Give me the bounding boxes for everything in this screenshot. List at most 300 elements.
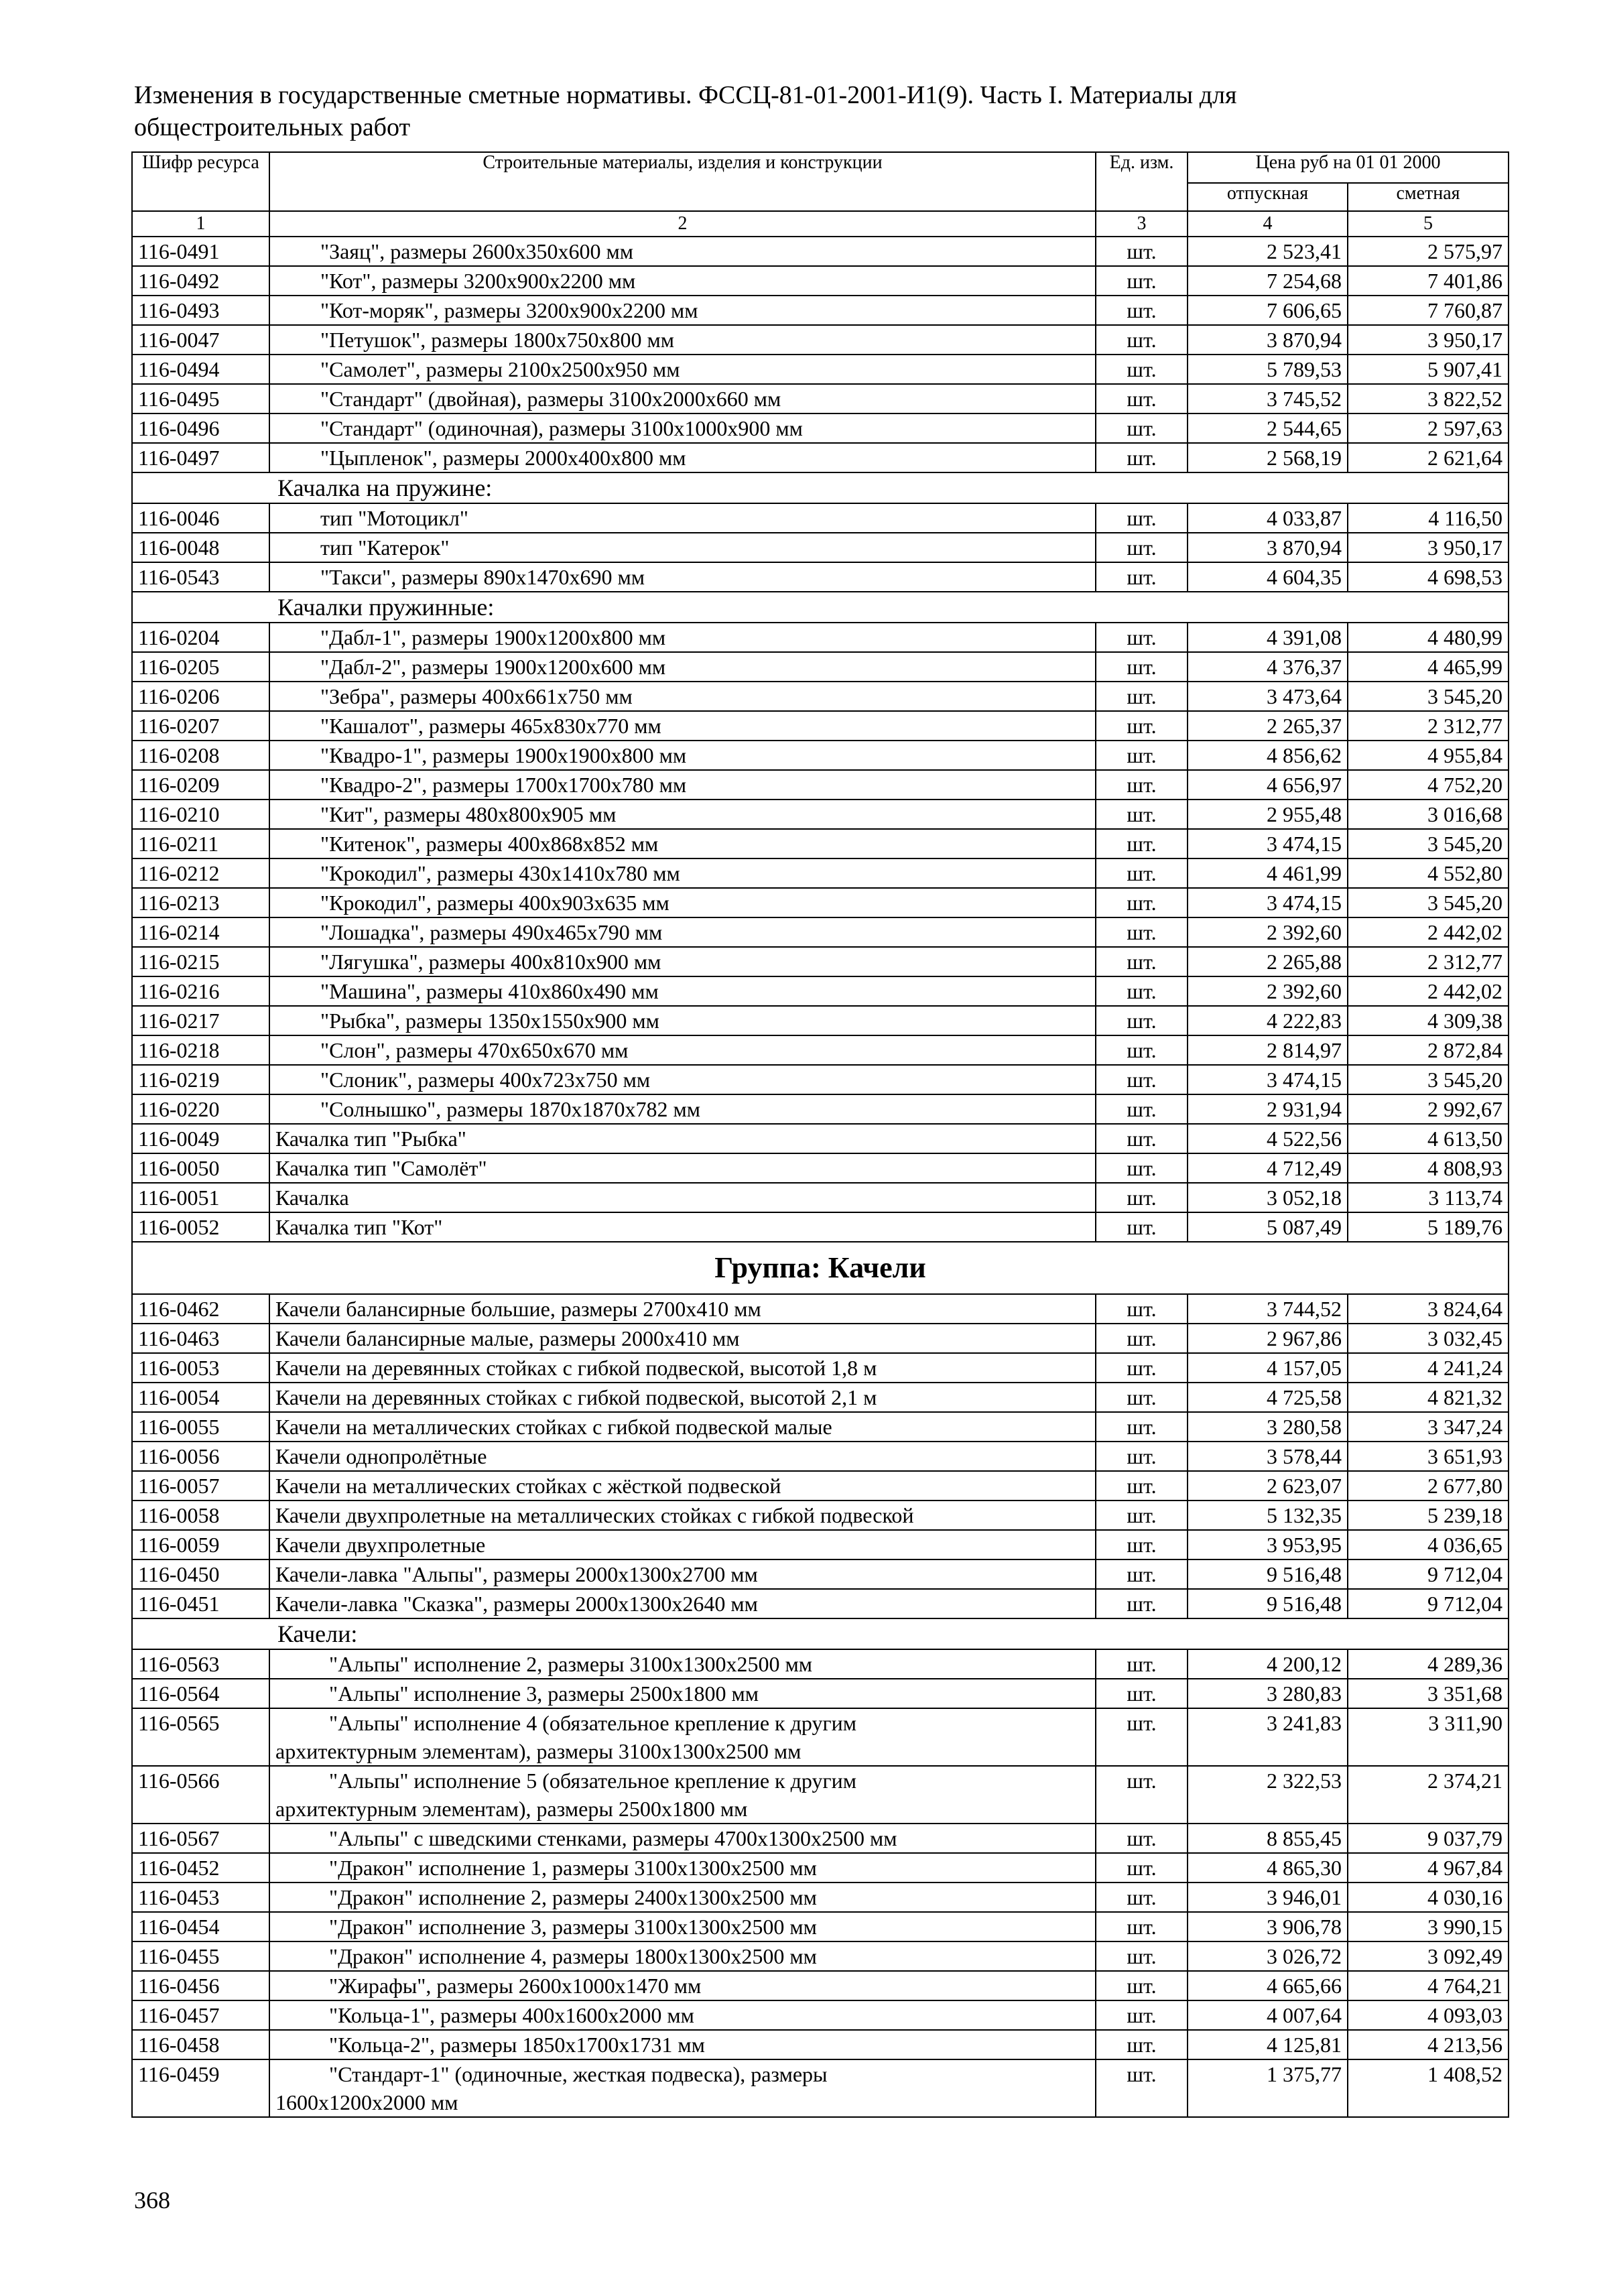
price-estimate: 3 347,24	[1348, 1412, 1509, 1442]
price-release: 2 955,48	[1188, 800, 1348, 829]
unit-of-measure: шт.	[1096, 1212, 1188, 1242]
price-estimate: 4 309,38	[1348, 1006, 1509, 1035]
material-name-text: "Кот", размеры 3200х900х2200 мм	[320, 269, 636, 293]
material-name	[269, 1941, 1096, 1971]
price-release: 4 656,97	[1188, 770, 1348, 800]
unit-of-measure: шт.	[1096, 1442, 1188, 1471]
resource-code: 116-0452	[132, 1853, 269, 1883]
unit-of-measure: шт.	[1096, 1853, 1188, 1883]
table-row	[132, 1471, 1509, 1501]
resource-code: 116-0491	[132, 237, 269, 266]
resource-code: 116-0051	[132, 1183, 269, 1212]
material-name-text: Качели на металлических стойках с гибкой подвеской малые	[275, 1415, 832, 1439]
resource-code: 116-0209	[132, 770, 269, 800]
resource-code: 116-0565	[132, 1708, 269, 1766]
table-row	[132, 1559, 1509, 1589]
resource-code: 116-0219	[132, 1065, 269, 1094]
price-estimate: 3 016,68	[1348, 800, 1509, 829]
price-release: 2 931,94	[1188, 1094, 1348, 1124]
price-estimate: 4 955,84	[1348, 741, 1509, 770]
price-release: 7 606,65	[1188, 296, 1348, 325]
material-name-text: "Лошадка", размеры 490х465х790 мм	[320, 920, 663, 944]
unit-of-measure: шт.	[1096, 1353, 1188, 1383]
unit-of-measure: шт.	[1096, 2059, 1188, 2117]
price-estimate: 5 907,41	[1348, 355, 1509, 384]
price-release: 5 087,49	[1188, 1212, 1348, 1242]
material-name	[269, 829, 1096, 858]
unit-of-measure: шт.	[1096, 384, 1188, 413]
material-name-text: "Квадро-1", размеры 1900х1900х800 мм	[320, 743, 687, 767]
subsection-row	[132, 1618, 1509, 1649]
material-name	[269, 1649, 1096, 1679]
header-price-estimate: сметная	[1348, 183, 1509, 211]
subsection-title: Качалки пружинные:	[132, 592, 1509, 623]
unit-of-measure: шт.	[1096, 1971, 1188, 2000]
resource-code: 116-0453	[132, 1883, 269, 1912]
table-row	[132, 976, 1509, 1006]
price-estimate: 2 442,02	[1348, 976, 1509, 1006]
table-row	[132, 1971, 1509, 2000]
header-unit: Ед. изм.	[1096, 152, 1188, 211]
resource-code: 116-0494	[132, 355, 269, 384]
material-name-continuation: архитектурным элементам), размеры 2500х1800 мм	[275, 1797, 748, 1821]
material-name-text: Качели балансирные малые, размеры 2000х410 мм	[275, 1326, 740, 1350]
unit-of-measure: шт.	[1096, 1383, 1188, 1412]
material-name-text: тип "Мотоцикл"	[320, 506, 468, 530]
price-estimate: 7 760,87	[1348, 296, 1509, 325]
resource-code: 116-0052	[132, 1212, 269, 1242]
unit-of-measure: шт.	[1096, 266, 1188, 296]
material-name	[269, 443, 1096, 472]
material-name	[269, 1559, 1096, 1589]
resource-code: 116-0212	[132, 858, 269, 888]
price-release: 3 241,83	[1188, 1708, 1348, 1766]
price-release: 9 516,48	[1188, 1559, 1348, 1589]
price-release: 7 254,68	[1188, 266, 1348, 296]
price-estimate: 3 950,17	[1348, 533, 1509, 562]
material-name-text: "Стандарт-1" (одиночные, жесткая подвеска), размеры	[329, 2062, 828, 2086]
price-estimate: 2 312,77	[1348, 711, 1509, 741]
material-name	[269, 562, 1096, 592]
material-name-continuation: 1600х1200х2000 мм	[275, 2090, 458, 2114]
material-name-text: "Рыбка", размеры 1350х1550х900 мм	[320, 1009, 659, 1033]
unit-of-measure: шт.	[1096, 1065, 1188, 1094]
document-title	[134, 79, 1515, 143]
unit-of-measure: шт.	[1096, 623, 1188, 652]
material-name-text: "Заяц", размеры 2600х350х600 мм	[320, 239, 634, 263]
document-title-line-1: Изменения в государственные сметные нормативы. ФССЦ-81-01-2001-И1(9). Часть I. Материалы для	[134, 81, 1237, 109]
price-estimate: 4 289,36	[1348, 1649, 1509, 1679]
material-name	[269, 1183, 1096, 1212]
material-name-text: "Дракон" исполнение 4, размеры 1800х1300х2500 мм	[329, 1944, 817, 1968]
price-release: 3 946,01	[1188, 1883, 1348, 1912]
resource-code: 116-0543	[132, 562, 269, 592]
price-estimate: 4 808,93	[1348, 1153, 1509, 1183]
material-name	[269, 533, 1096, 562]
price-estimate: 9 712,04	[1348, 1559, 1509, 1589]
resource-code: 116-0055	[132, 1412, 269, 1442]
table-row	[132, 1530, 1509, 1559]
material-name	[269, 1124, 1096, 1153]
resource-code: 116-0218	[132, 1035, 269, 1065]
table-row	[132, 1883, 1509, 1912]
unit-of-measure: шт.	[1096, 800, 1188, 829]
material-name	[269, 296, 1096, 325]
price-release: 2 322,53	[1188, 1766, 1348, 1824]
table-row	[132, 623, 1509, 652]
price-release: 2 392,60	[1188, 917, 1348, 947]
material-name-text: Качалка тип "Самолёт"	[275, 1156, 487, 1180]
resource-code: 116-0204	[132, 623, 269, 652]
material-name	[269, 1353, 1096, 1383]
price-estimate: 1 408,52	[1348, 2059, 1509, 2117]
price-estimate: 2 621,64	[1348, 443, 1509, 472]
page-number: 368	[134, 2187, 170, 2214]
material-name-text: "Крокодил", размеры 400х903х635 мм	[320, 891, 669, 915]
material-name-text: Качели на деревянных стойках с гибкой подвеской, высотой 2,1 м	[275, 1385, 877, 1409]
price-release: 2 392,60	[1188, 976, 1348, 1006]
resource-code: 116-0206	[132, 682, 269, 711]
resource-code: 116-0492	[132, 266, 269, 296]
unit-of-measure: шт.	[1096, 829, 1188, 858]
table-row	[132, 1324, 1509, 1353]
table-row	[132, 266, 1509, 296]
material-name	[269, 2059, 1096, 2117]
material-name	[269, 1971, 1096, 2000]
material-name	[269, 1153, 1096, 1183]
table-row	[132, 325, 1509, 355]
resource-code: 116-0210	[132, 800, 269, 829]
material-name	[269, 1530, 1096, 1559]
material-name	[269, 711, 1096, 741]
price-estimate: 2 442,02	[1348, 917, 1509, 947]
resource-code: 116-0495	[132, 384, 269, 413]
price-estimate: 2 374,21	[1348, 1766, 1509, 1824]
unit-of-measure: шт.	[1096, 1530, 1188, 1559]
price-release: 3 474,15	[1188, 1065, 1348, 1094]
table-row	[132, 1294, 1509, 1324]
material-name-text: "Крокодил", размеры 430х1410х780 мм	[320, 861, 680, 885]
resource-code: 116-0213	[132, 888, 269, 917]
header-code: Шифр ресурса	[132, 152, 269, 211]
price-estimate: 5 189,76	[1348, 1212, 1509, 1242]
table-row	[132, 296, 1509, 325]
material-name-text: "Дабл-2", размеры 1900х1200х600 мм	[320, 655, 666, 679]
unit-of-measure: шт.	[1096, 1006, 1188, 1035]
material-name-text: "Дракон" исполнение 2, размеры 2400х1300х2500 мм	[329, 1885, 817, 1909]
price-release: 3 870,94	[1188, 533, 1348, 562]
price-release: 2 544,65	[1188, 413, 1348, 443]
table-row	[132, 1183, 1509, 1212]
table-row	[132, 888, 1509, 917]
material-name	[269, 1679, 1096, 1708]
table-row	[132, 1035, 1509, 1065]
resource-code: 116-0215	[132, 947, 269, 976]
price-estimate: 4 613,50	[1348, 1124, 1509, 1153]
material-name-text: "Жирафы", размеры 2600х1000х1470 мм	[329, 1974, 702, 1998]
unit-of-measure: шт.	[1096, 976, 1188, 1006]
resource-code: 116-0462	[132, 1294, 269, 1324]
unit-of-measure: шт.	[1096, 1501, 1188, 1530]
price-estimate: 4 698,53	[1348, 562, 1509, 592]
material-name-text: "Кольца-2", размеры 1850х1700х1731 мм	[329, 2033, 705, 2057]
material-name-text: "Альпы" с шведскими стенками, размеры 4700х1300х2500 мм	[329, 1826, 897, 1850]
resource-code: 116-0496	[132, 413, 269, 443]
price-release: 4 665,66	[1188, 1971, 1348, 2000]
material-name	[269, 1501, 1096, 1530]
material-name-text: Качели-лавка "Альпы", размеры 2000х1300х2700 мм	[275, 1562, 758, 1586]
material-name	[269, 1589, 1096, 1618]
price-release: 4 725,58	[1188, 1383, 1348, 1412]
unit-of-measure: шт.	[1096, 1912, 1188, 1941]
price-estimate: 3 113,74	[1348, 1183, 1509, 1212]
material-name	[269, 1912, 1096, 1941]
material-name-continuation: архитектурным элементам), размеры 3100х1300х2500 мм	[275, 1739, 802, 1763]
unit-of-measure: шт.	[1096, 1183, 1188, 1212]
material-name-text: "Слон", размеры 470х650х670 мм	[320, 1038, 629, 1062]
material-name	[269, 1883, 1096, 1912]
material-name-text: "Цыпленок", размеры 2000х400х800 мм	[320, 446, 686, 470]
material-name-text: "Лягушка", размеры 400х810х900 мм	[320, 950, 661, 974]
material-name	[269, 1766, 1096, 1824]
price-release: 4 200,12	[1188, 1649, 1348, 1679]
resource-code: 116-0058	[132, 1501, 269, 1530]
table-row	[132, 800, 1509, 829]
unit-of-measure: шт.	[1096, 1324, 1188, 1353]
table-row	[132, 1824, 1509, 1853]
resource-code: 116-0207	[132, 711, 269, 741]
price-estimate: 3 545,20	[1348, 1065, 1509, 1094]
price-estimate: 3 311,90	[1348, 1708, 1509, 1766]
price-estimate: 4 213,56	[1348, 2030, 1509, 2059]
price-release: 8 855,45	[1188, 1824, 1348, 1853]
subsection-title: Качели:	[132, 1618, 1509, 1649]
material-name	[269, 741, 1096, 770]
material-name-text: "Зебра", размеры 400х661х750 мм	[320, 684, 633, 708]
price-estimate: 2 575,97	[1348, 237, 1509, 266]
price-release: 3 473,64	[1188, 682, 1348, 711]
table-row	[132, 1708, 1509, 1766]
resource-code: 116-0455	[132, 1941, 269, 1971]
price-estimate: 4 821,32	[1348, 1383, 1509, 1412]
unit-of-measure: шт.	[1096, 682, 1188, 711]
price-release: 9 516,48	[1188, 1589, 1348, 1618]
resource-code: 116-0050	[132, 1153, 269, 1183]
resource-code: 116-0497	[132, 443, 269, 472]
material-name	[269, 1212, 1096, 1242]
table-row	[132, 829, 1509, 858]
material-name	[269, 2000, 1096, 2030]
price-estimate: 3 824,64	[1348, 1294, 1509, 1324]
price-estimate: 3 950,17	[1348, 325, 1509, 355]
material-name	[269, 384, 1096, 413]
unit-of-measure: шт.	[1096, 1679, 1188, 1708]
price-estimate: 5 239,18	[1348, 1501, 1509, 1530]
material-name	[269, 976, 1096, 1006]
material-name-text: Качели на деревянных стойках с гибкой подвеской, высотой 1,8 м	[275, 1356, 877, 1380]
resource-code: 116-0046	[132, 503, 269, 533]
price-estimate: 3 545,20	[1348, 829, 1509, 858]
price-release: 3 745,52	[1188, 384, 1348, 413]
table-row	[132, 682, 1509, 711]
price-estimate: 4 241,24	[1348, 1353, 1509, 1383]
material-name-text: "Альпы" исполнение 3, размеры 2500х1800 мм	[329, 1681, 759, 1706]
resource-code: 116-0463	[132, 1324, 269, 1353]
table-row	[132, 1065, 1509, 1094]
price-release: 4 391,08	[1188, 623, 1348, 652]
material-name-text: "Кот-моряк", размеры 3200х900х2200 мм	[320, 298, 698, 322]
material-name-text: "Альпы" исполнение 5 (обязательное крепление к другим	[329, 1769, 856, 1793]
price-release: 2 265,88	[1188, 947, 1348, 976]
material-name-text: "Кашалот", размеры 465х830х770 мм	[320, 714, 661, 738]
material-name-text: "Альпы" исполнение 2, размеры 3100х1300х2500 мм	[329, 1652, 813, 1676]
price-release: 4 856,62	[1188, 741, 1348, 770]
price-release: 3 953,95	[1188, 1530, 1348, 1559]
price-estimate: 2 677,80	[1348, 1471, 1509, 1501]
unit-of-measure: шт.	[1096, 858, 1188, 888]
subsection-row	[132, 472, 1509, 503]
price-release: 3 578,44	[1188, 1442, 1348, 1471]
table-row	[132, 413, 1509, 443]
table-row	[132, 1153, 1509, 1183]
resource-code: 116-0450	[132, 1559, 269, 1589]
price-release: 2 623,07	[1188, 1471, 1348, 1501]
price-release: 1 375,77	[1188, 2059, 1348, 2117]
resource-code: 116-0211	[132, 829, 269, 858]
table-row	[132, 711, 1509, 741]
material-name-text: "Слоник", размеры 400х723х750 мм	[320, 1068, 651, 1092]
material-name	[269, 237, 1096, 266]
material-name	[269, 1294, 1096, 1324]
price-estimate: 3 351,68	[1348, 1679, 1509, 1708]
unit-of-measure: шт.	[1096, 1589, 1188, 1618]
unit-of-measure: шт.	[1096, 917, 1188, 947]
price-estimate: 3 545,20	[1348, 682, 1509, 711]
material-name-text: "Кольца-1", размеры 400х1600х2000 мм	[329, 2003, 694, 2027]
resource-code: 116-0458	[132, 2030, 269, 2059]
unit-of-measure: шт.	[1096, 533, 1188, 562]
unit-of-measure: шт.	[1096, 888, 1188, 917]
material-name-text: "Квадро-2", размеры 1700х1700х780 мм	[320, 773, 687, 797]
group-row	[132, 1242, 1509, 1294]
unit-of-measure: шт.	[1096, 1124, 1188, 1153]
price-release: 4 222,83	[1188, 1006, 1348, 1035]
unit-of-measure: шт.	[1096, 355, 1188, 384]
table-row	[132, 237, 1509, 266]
price-estimate: 2 597,63	[1348, 413, 1509, 443]
price-release: 4 604,35	[1188, 562, 1348, 592]
header-name: Строительные материалы, изделия и конструкции	[269, 152, 1096, 211]
table-row	[132, 741, 1509, 770]
resource-code: 116-0493	[132, 296, 269, 325]
resource-code: 116-0214	[132, 917, 269, 947]
resource-code: 116-0566	[132, 1766, 269, 1824]
table-row	[132, 2030, 1509, 2059]
resource-code: 116-0220	[132, 1094, 269, 1124]
table-row	[132, 1649, 1509, 1679]
material-name-text: "Дабл-1", размеры 1900х1200х800 мм	[320, 625, 666, 649]
material-name	[269, 1035, 1096, 1065]
price-release: 2 523,41	[1188, 237, 1348, 266]
price-release: 5 132,35	[1188, 1501, 1348, 1530]
material-name	[269, 1324, 1096, 1353]
table-row	[132, 1679, 1509, 1708]
table-row	[132, 384, 1509, 413]
material-name	[269, 1708, 1096, 1766]
resource-code: 116-0216	[132, 976, 269, 1006]
price-release: 2 265,37	[1188, 711, 1348, 741]
unit-of-measure: шт.	[1096, 711, 1188, 741]
price-release: 3 870,94	[1188, 325, 1348, 355]
resource-code: 116-0563	[132, 1649, 269, 1679]
material-name	[269, 1471, 1096, 1501]
table-row	[132, 355, 1509, 384]
resource-code: 116-0057	[132, 1471, 269, 1501]
price-release: 3 474,15	[1188, 888, 1348, 917]
unit-of-measure: шт.	[1096, 325, 1188, 355]
price-estimate: 4 036,65	[1348, 1530, 1509, 1559]
table-row	[132, 1124, 1509, 1153]
unit-of-measure: шт.	[1096, 296, 1188, 325]
column-number: 1	[132, 211, 269, 237]
table-body	[132, 237, 1509, 2117]
price-estimate: 4 764,21	[1348, 1971, 1509, 2000]
price-release: 4 522,56	[1188, 1124, 1348, 1153]
price-release: 2 814,97	[1188, 1035, 1348, 1065]
unit-of-measure: шт.	[1096, 652, 1188, 682]
table-row	[132, 1589, 1509, 1618]
material-name	[269, 1065, 1096, 1094]
material-name	[269, 917, 1096, 947]
price-estimate: 4 552,80	[1348, 858, 1509, 888]
column-number: 4	[1188, 211, 1348, 237]
table-row	[132, 2000, 1509, 2030]
material-name-text: Качалка тип "Рыбка"	[275, 1127, 466, 1151]
price-estimate: 4 480,99	[1348, 623, 1509, 652]
resource-code: 116-0217	[132, 1006, 269, 1035]
price-estimate: 4 030,16	[1348, 1883, 1509, 1912]
resource-code: 116-0049	[132, 1124, 269, 1153]
table-row	[132, 1383, 1509, 1412]
price-estimate: 4 116,50	[1348, 503, 1509, 533]
unit-of-measure: шт.	[1096, 1294, 1188, 1324]
unit-of-measure: шт.	[1096, 2030, 1188, 2059]
table-row	[132, 770, 1509, 800]
table-row	[132, 652, 1509, 682]
price-release: 3 474,15	[1188, 829, 1348, 858]
table-row	[132, 533, 1509, 562]
material-name-text: "Машина", размеры 410х860х490 мм	[320, 979, 659, 1003]
material-name-text: "Дракон" исполнение 1, размеры 3100х1300х2500 мм	[329, 1856, 817, 1880]
material-name-text: "Такси", размеры 890х1470х690 мм	[320, 565, 645, 589]
price-release: 2 967,86	[1188, 1324, 1348, 1353]
material-name-text: тип "Катерок"	[320, 535, 450, 560]
column-number: 2	[269, 211, 1096, 237]
price-estimate: 3 545,20	[1348, 888, 1509, 917]
material-name-text: "Стандарт" (одиночная), размеры 3100х1000х900 мм	[320, 416, 803, 440]
table-row	[132, 1212, 1509, 1242]
resource-code: 116-0048	[132, 533, 269, 562]
price-release: 3 280,83	[1188, 1679, 1348, 1708]
group-title: Группа: Качели	[132, 1242, 1509, 1294]
resource-code: 116-0454	[132, 1912, 269, 1941]
price-release: 4 157,05	[1188, 1353, 1348, 1383]
material-name	[269, 623, 1096, 652]
material-name-text: "Кит", размеры 480х800х905 мм	[320, 802, 617, 826]
material-name	[269, 355, 1096, 384]
material-name	[269, 1383, 1096, 1412]
table-row	[132, 1912, 1509, 1941]
